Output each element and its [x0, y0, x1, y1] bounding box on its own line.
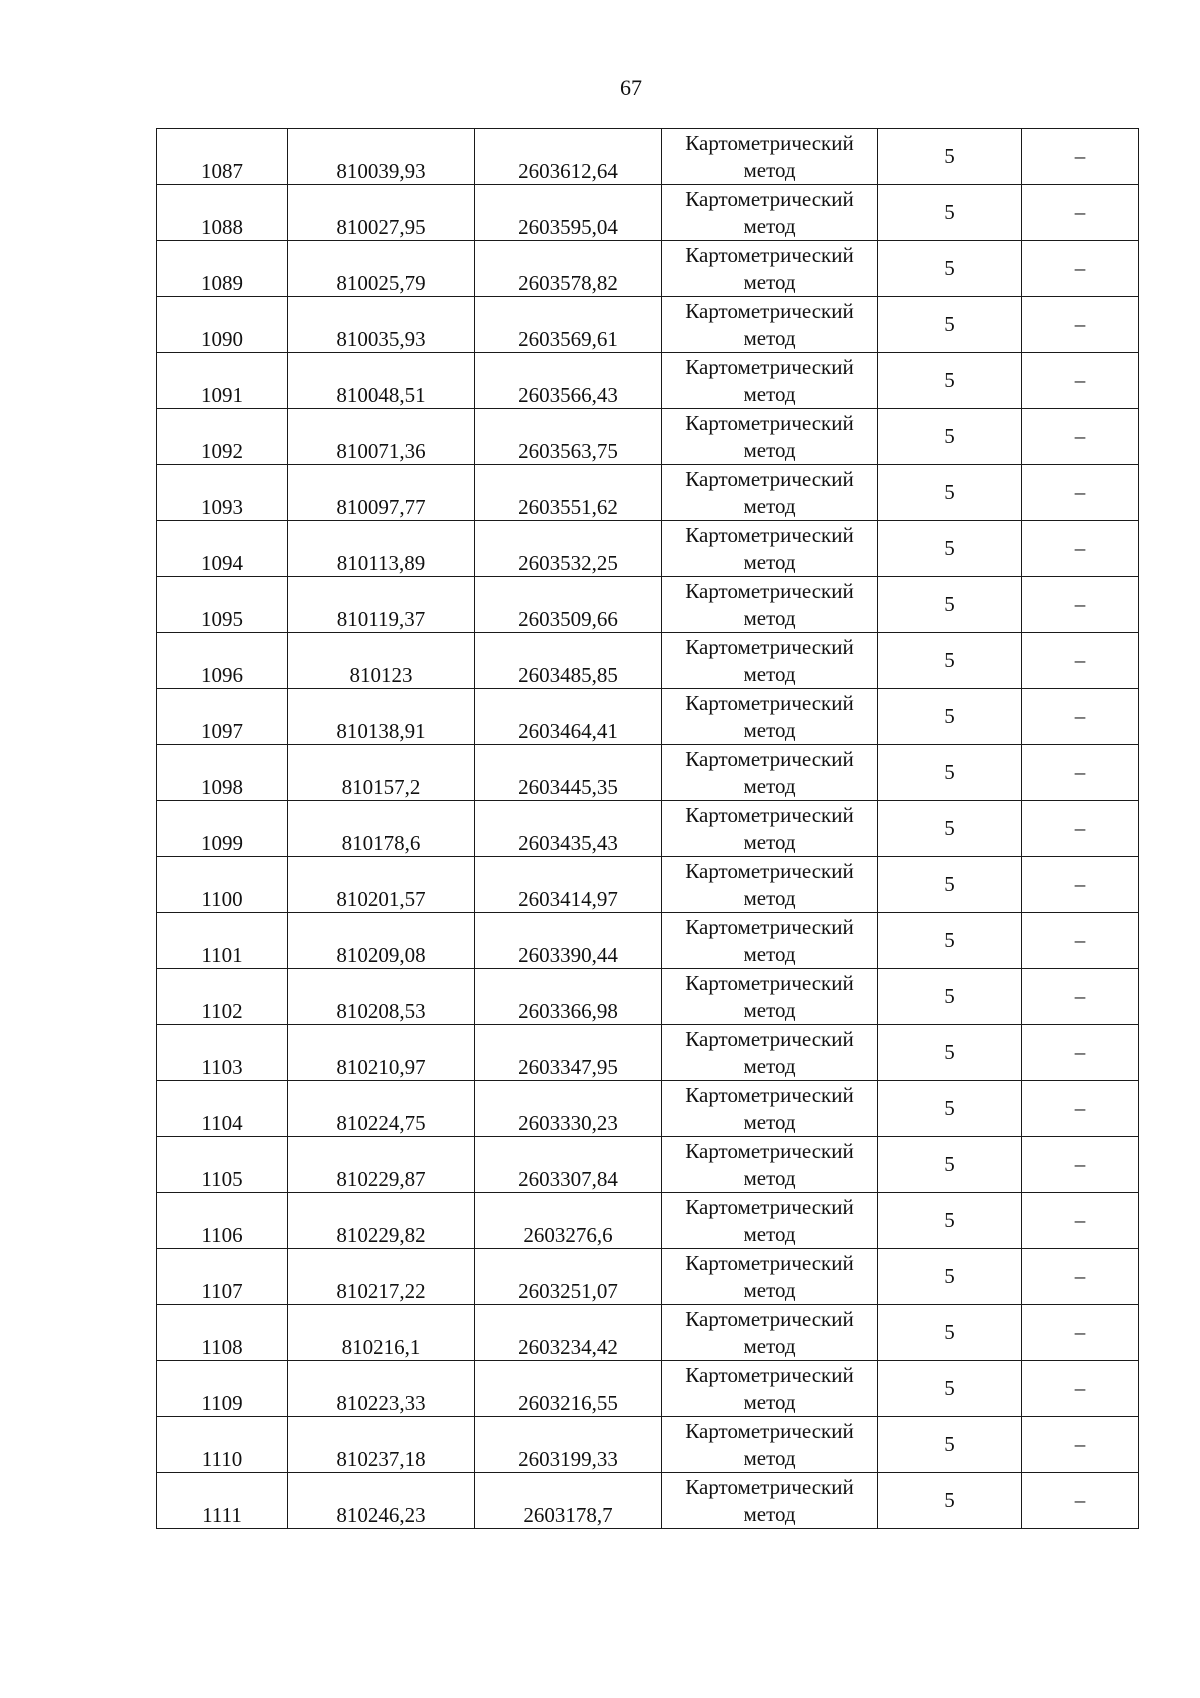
- table-row: [157, 633, 1139, 689]
- method-cell: [662, 577, 878, 633]
- table-row: [157, 353, 1139, 409]
- method-line-2: метод: [743, 941, 796, 966]
- method-line-2: метод: [743, 549, 796, 574]
- method-cell: [662, 185, 878, 241]
- x-coordinate-cell: 810224,75: [288, 1081, 475, 1137]
- description-cell: –: [1022, 521, 1139, 577]
- method-line-2: метод: [743, 381, 796, 406]
- table-body: [157, 129, 1139, 1529]
- method-line-1: Картометрический: [685, 1082, 854, 1107]
- x-coordinate-cell: 810229,82: [288, 1193, 475, 1249]
- x-coordinate-cell: 810246,23: [288, 1473, 475, 1529]
- method-line-1: Картометрический: [685, 522, 854, 547]
- method-line-2: метод: [743, 997, 796, 1022]
- point-number-cell: 1089: [157, 241, 288, 297]
- page-number: 67: [620, 75, 642, 100]
- point-number-cell: 1107: [157, 1249, 288, 1305]
- description-cell: –: [1022, 353, 1139, 409]
- point-number-cell: 1088: [157, 185, 288, 241]
- point-number-cell: 1103: [157, 1025, 288, 1081]
- accuracy-cell: 5: [878, 633, 1022, 689]
- point-number-cell: 1092: [157, 409, 288, 465]
- accuracy-cell: 5: [878, 913, 1022, 969]
- method-cell: [662, 689, 878, 745]
- x-coordinate-cell: 810071,36: [288, 409, 475, 465]
- y-coordinate-cell: 2603485,85: [475, 633, 662, 689]
- y-coordinate-cell: 2603612,64: [475, 129, 662, 185]
- accuracy-cell: 5: [878, 241, 1022, 297]
- y-coordinate-cell: 2603595,04: [475, 185, 662, 241]
- x-coordinate-cell: 810048,51: [288, 353, 475, 409]
- point-number-cell: 1101: [157, 913, 288, 969]
- method-cell: [662, 297, 878, 353]
- method-line-2: метод: [743, 773, 796, 798]
- x-coordinate-cell: 810223,33: [288, 1361, 475, 1417]
- table-row: [157, 1081, 1139, 1137]
- description-cell: –: [1022, 1025, 1139, 1081]
- accuracy-cell: 5: [878, 185, 1022, 241]
- y-coordinate-cell: 2603435,43: [475, 801, 662, 857]
- point-number-cell: 1108: [157, 1305, 288, 1361]
- table-row: [157, 801, 1139, 857]
- table-row: [157, 1305, 1139, 1361]
- point-number-cell: 1106: [157, 1193, 288, 1249]
- point-number-cell: 1091: [157, 353, 288, 409]
- method-line-2: метод: [743, 1165, 796, 1190]
- method-line-1: Картометрический: [685, 914, 854, 939]
- table-row: [157, 1137, 1139, 1193]
- description-cell: –: [1022, 689, 1139, 745]
- x-coordinate-cell: 810123: [288, 633, 475, 689]
- y-coordinate-cell: 2603216,55: [475, 1361, 662, 1417]
- y-coordinate-cell: 2603178,7: [475, 1473, 662, 1529]
- method-cell: [662, 1137, 878, 1193]
- x-coordinate-cell: 810027,95: [288, 185, 475, 241]
- y-coordinate-cell: 2603330,23: [475, 1081, 662, 1137]
- method-line-2: метод: [743, 325, 796, 350]
- x-coordinate-cell: 810113,89: [288, 521, 475, 577]
- accuracy-cell: 5: [878, 689, 1022, 745]
- table-row: [157, 1193, 1139, 1249]
- accuracy-cell: 5: [878, 1305, 1022, 1361]
- y-coordinate-cell: 2603414,97: [475, 857, 662, 913]
- description-cell: –: [1022, 1137, 1139, 1193]
- table-row: [157, 913, 1139, 969]
- table-row: [157, 129, 1139, 185]
- method-line-2: метод: [743, 269, 796, 294]
- point-number-cell: 1087: [157, 129, 288, 185]
- x-coordinate-cell: 810025,79: [288, 241, 475, 297]
- point-number-cell: 1110: [157, 1417, 288, 1473]
- description-cell: –: [1022, 633, 1139, 689]
- method-line-2: метод: [743, 1445, 796, 1470]
- method-line-1: Картометрический: [685, 746, 854, 771]
- method-cell: [662, 1473, 878, 1529]
- method-cell: [662, 633, 878, 689]
- accuracy-cell: 5: [878, 1137, 1022, 1193]
- x-coordinate-cell: 810208,53: [288, 969, 475, 1025]
- method-line-1: Картометрический: [685, 1474, 854, 1499]
- accuracy-cell: 5: [878, 1025, 1022, 1081]
- y-coordinate-cell: 2603276,6: [475, 1193, 662, 1249]
- accuracy-cell: 5: [878, 1361, 1022, 1417]
- point-number-cell: 1098: [157, 745, 288, 801]
- y-coordinate-cell: 2603569,61: [475, 297, 662, 353]
- accuracy-cell: 5: [878, 1473, 1022, 1529]
- y-coordinate-cell: 2603445,35: [475, 745, 662, 801]
- method-cell: [662, 129, 878, 185]
- accuracy-cell: 5: [878, 297, 1022, 353]
- point-number-cell: 1102: [157, 969, 288, 1025]
- accuracy-cell: 5: [878, 1081, 1022, 1137]
- y-coordinate-cell: 2603509,66: [475, 577, 662, 633]
- accuracy-cell: 5: [878, 857, 1022, 913]
- method-line-1: Картометрический: [685, 1138, 854, 1163]
- method-line-1: Картометрический: [685, 130, 854, 155]
- description-cell: –: [1022, 409, 1139, 465]
- x-coordinate-cell: 810138,91: [288, 689, 475, 745]
- point-number-cell: 1097: [157, 689, 288, 745]
- method-line-2: метод: [743, 1109, 796, 1134]
- x-coordinate-cell: 810097,77: [288, 465, 475, 521]
- x-coordinate-cell: 810216,1: [288, 1305, 475, 1361]
- method-cell: [662, 801, 878, 857]
- method-cell: [662, 745, 878, 801]
- accuracy-cell: 5: [878, 801, 1022, 857]
- method-line-2: метод: [743, 493, 796, 518]
- description-cell: –: [1022, 969, 1139, 1025]
- point-number-cell: 1104: [157, 1081, 288, 1137]
- method-line-1: Картометрический: [685, 858, 854, 883]
- table-row: [157, 689, 1139, 745]
- x-coordinate-cell: 810209,08: [288, 913, 475, 969]
- y-coordinate-cell: 2603251,07: [475, 1249, 662, 1305]
- x-coordinate-cell: 810119,37: [288, 577, 475, 633]
- table-row: [157, 745, 1139, 801]
- x-coordinate-cell: 810178,6: [288, 801, 475, 857]
- method-line-1: Картометрический: [685, 1194, 854, 1219]
- accuracy-cell: 5: [878, 521, 1022, 577]
- y-coordinate-cell: 2603532,25: [475, 521, 662, 577]
- method-line-1: Картометрический: [685, 354, 854, 379]
- coordinates-table: [156, 128, 1139, 1529]
- y-coordinate-cell: 2603563,75: [475, 409, 662, 465]
- method-line-2: метод: [743, 1389, 796, 1414]
- method-cell: [662, 1249, 878, 1305]
- y-coordinate-cell: 2603464,41: [475, 689, 662, 745]
- point-number-cell: 1096: [157, 633, 288, 689]
- accuracy-cell: 5: [878, 1417, 1022, 1473]
- x-coordinate-cell: 810201,57: [288, 857, 475, 913]
- table-row: [157, 185, 1139, 241]
- y-coordinate-cell: 2603566,43: [475, 353, 662, 409]
- method-line-2: метод: [743, 829, 796, 854]
- x-coordinate-cell: 810035,93: [288, 297, 475, 353]
- method-line-2: метод: [743, 717, 796, 742]
- x-coordinate-cell: 810157,2: [288, 745, 475, 801]
- accuracy-cell: 5: [878, 1193, 1022, 1249]
- point-number-cell: 1099: [157, 801, 288, 857]
- x-coordinate-cell: 810039,93: [288, 129, 475, 185]
- y-coordinate-cell: 2603347,95: [475, 1025, 662, 1081]
- method-line-1: Картометрический: [685, 186, 854, 211]
- method-cell: [662, 1305, 878, 1361]
- method-line-1: Картометрический: [685, 298, 854, 323]
- method-cell: [662, 857, 878, 913]
- method-line-1: Картометрический: [685, 802, 854, 827]
- method-line-2: метод: [743, 1221, 796, 1246]
- description-cell: –: [1022, 913, 1139, 969]
- x-coordinate-cell: 810210,97: [288, 1025, 475, 1081]
- y-coordinate-cell: 2603307,84: [475, 1137, 662, 1193]
- method-cell: [662, 1081, 878, 1137]
- method-cell: [662, 409, 878, 465]
- table-row: [157, 409, 1139, 465]
- method-line-1: Картометрический: [685, 1362, 854, 1387]
- accuracy-cell: 5: [878, 1249, 1022, 1305]
- table-row: [157, 969, 1139, 1025]
- accuracy-cell: 5: [878, 129, 1022, 185]
- description-cell: –: [1022, 1305, 1139, 1361]
- description-cell: –: [1022, 297, 1139, 353]
- method-cell: [662, 1193, 878, 1249]
- table-row: [157, 1249, 1139, 1305]
- point-number-cell: 1094: [157, 521, 288, 577]
- table-row: [157, 857, 1139, 913]
- method-line-2: метод: [743, 1333, 796, 1358]
- y-coordinate-cell: 2603234,42: [475, 1305, 662, 1361]
- description-cell: –: [1022, 1249, 1139, 1305]
- table-row: [157, 521, 1139, 577]
- method-line-2: метод: [743, 157, 796, 182]
- method-line-1: Картометрический: [685, 1026, 854, 1051]
- accuracy-cell: 5: [878, 577, 1022, 633]
- description-cell: –: [1022, 577, 1139, 633]
- method-line-2: метод: [743, 1053, 796, 1078]
- method-cell: [662, 1361, 878, 1417]
- table-row: [157, 465, 1139, 521]
- method-line-2: метод: [743, 885, 796, 910]
- method-line-1: Картометрический: [685, 1306, 854, 1331]
- table-row: [157, 577, 1139, 633]
- description-cell: –: [1022, 801, 1139, 857]
- method-line-2: метод: [743, 1277, 796, 1302]
- method-line-1: Картометрический: [685, 410, 854, 435]
- table-row: [157, 1473, 1139, 1529]
- point-number-cell: 1090: [157, 297, 288, 353]
- method-line-1: Картометрический: [685, 578, 854, 603]
- method-cell: [662, 465, 878, 521]
- y-coordinate-cell: 2603578,82: [475, 241, 662, 297]
- method-line-2: метод: [743, 1501, 796, 1526]
- point-number-cell: 1095: [157, 577, 288, 633]
- method-cell: [662, 521, 878, 577]
- description-cell: –: [1022, 241, 1139, 297]
- description-cell: –: [1022, 1193, 1139, 1249]
- point-number-cell: 1111: [157, 1473, 288, 1529]
- table-row: [157, 1361, 1139, 1417]
- method-line-1: Картометрический: [685, 466, 854, 491]
- description-cell: –: [1022, 1417, 1139, 1473]
- x-coordinate-cell: 810217,22: [288, 1249, 475, 1305]
- method-cell: [662, 241, 878, 297]
- y-coordinate-cell: 2603199,33: [475, 1417, 662, 1473]
- method-cell: [662, 353, 878, 409]
- x-coordinate-cell: 810229,87: [288, 1137, 475, 1193]
- method-cell: [662, 913, 878, 969]
- y-coordinate-cell: 2603366,98: [475, 969, 662, 1025]
- method-line-2: метод: [743, 605, 796, 630]
- accuracy-cell: 5: [878, 409, 1022, 465]
- method-line-2: метод: [743, 437, 796, 462]
- description-cell: –: [1022, 129, 1139, 185]
- description-cell: –: [1022, 745, 1139, 801]
- point-number-cell: 1093: [157, 465, 288, 521]
- accuracy-cell: 5: [878, 969, 1022, 1025]
- description-cell: –: [1022, 1473, 1139, 1529]
- table-row: [157, 1417, 1139, 1473]
- method-line-1: Картометрический: [685, 634, 854, 659]
- description-cell: –: [1022, 857, 1139, 913]
- table-row: [157, 1025, 1139, 1081]
- method-line-1: Картометрический: [685, 1418, 854, 1443]
- point-number-cell: 1105: [157, 1137, 288, 1193]
- y-coordinate-cell: 2603551,62: [475, 465, 662, 521]
- method-line-1: Картометрический: [685, 1250, 854, 1275]
- accuracy-cell: 5: [878, 465, 1022, 521]
- accuracy-cell: 5: [878, 745, 1022, 801]
- method-line-1: Картометрический: [685, 690, 854, 715]
- point-number-cell: 1100: [157, 857, 288, 913]
- method-cell: [662, 1417, 878, 1473]
- method-cell: [662, 1025, 878, 1081]
- y-coordinate-cell: 2603390,44: [475, 913, 662, 969]
- method-line-1: Картометрический: [685, 970, 854, 995]
- description-cell: –: [1022, 465, 1139, 521]
- x-coordinate-cell: 810237,18: [288, 1417, 475, 1473]
- table-row: [157, 241, 1139, 297]
- table-row: [157, 297, 1139, 353]
- method-cell: [662, 969, 878, 1025]
- method-line-1: Картометрический: [685, 242, 854, 267]
- method-line-2: метод: [743, 661, 796, 686]
- method-line-2: метод: [743, 213, 796, 238]
- point-number-cell: 1109: [157, 1361, 288, 1417]
- description-cell: –: [1022, 185, 1139, 241]
- description-cell: –: [1022, 1361, 1139, 1417]
- description-cell: –: [1022, 1081, 1139, 1137]
- accuracy-cell: 5: [878, 353, 1022, 409]
